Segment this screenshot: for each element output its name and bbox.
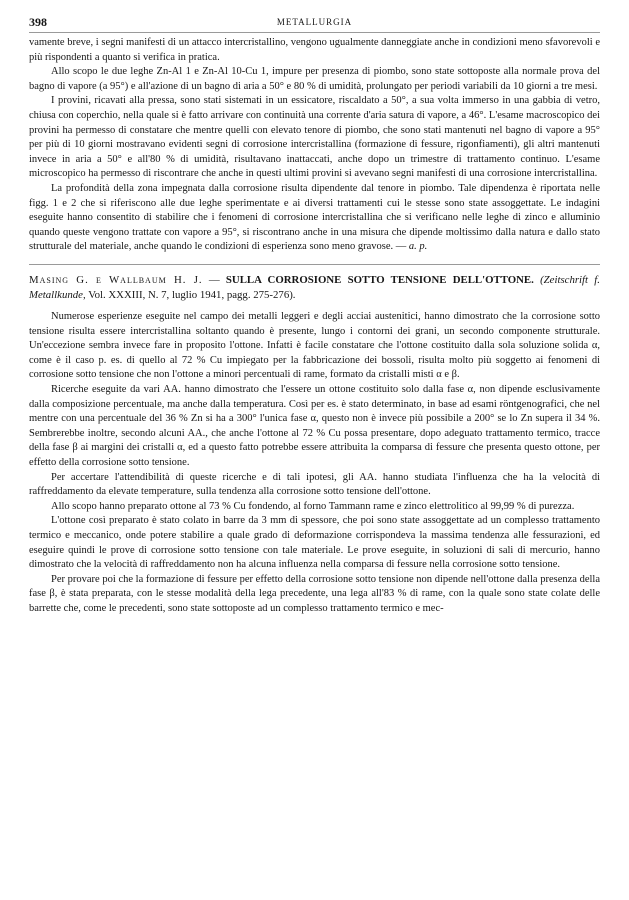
author-signature: a. p. [408,241,428,253]
article-paragraph: Numerose esperienze eseguite nel campo dei metalli leggeri e degli acciai austenitici, hanno dimostrato che la corrosione sotto tensione risulta essere intercristallina soltanto quando è presente, lungo i contorni dei grani, un secondo componente strutturale. Un'eccezione sembra invece fare in proposito l'ottone. Infatti è facile constatare che l'ottone costituito dalla sola soluzione solida α, come è il caso p. es. di quello al 72 % Cu impiegato per la fabbricazione dei bossoli, risulta molto più soggetto ai fenomeni di corrosione sotto tensione che non l'ottone a minori percentuali di rame, formato da cristalli misti α e β. [29,311,600,381]
article-paragraph: vamente breve, i segni manifesti di un attacco intercristallino, vengono ugualmente danneggiate anche in condizioni meno sfavorevoli e più rispondenti a quanto si verifica in pratica. [29,37,600,63]
article-paragraph: Allo scopo le due leghe Zn-Al 1 e Zn-Al 10-Cu 1, impure per presenza di piombo, sono state sottoposte alla normale prova del bagno di vapore (a 95°) e all'azione di un bagno di aria a 50° e 80 % di umidità, prolungato per periodi variabili da 10 giorni a tre mesi. [29,66,600,92]
article-paragraph: Per provare poi che la formazione di fessure per effetto della corrosione sotto tensione non dipende nell'ottone dalla presenza della fase β, è stata preparata, con le stesse modalità della lega precedente, una lega all'83 % di rame, con la quale sono state colate delle barrette che, come le precedenti, sono state sottoposte ad un complesso trattamento termico e mec- [29,573,600,614]
article-paragraph: Allo scopo hanno preparato ottone al 73 % Cu fondendo, al forno Tammann rame e zinco elettrolitico al 99,99 % di purezza. [51,500,575,512]
article-authors: Masing G. e Wallbaum H. J. [29,273,203,286]
page-header [29,14,600,33]
article-paragraph: Ricerche eseguite da vari AA. hanno dimostrato che l'essere un ottone costituito solo dalla fase α, non dipende esclusivamente dalla composizione percentuale, ma anche dalla temperatura. Così per es. è stato determinato, in base ad esami röntgenografici, che nel mentre con una percentuale del 36 % Zn si ha a 300° l'unica fase α, questo non è invece più possibile a 200° se lo Zn supera il 34 %. Sembrerebbe inoltre, secondo alcuni AA., che anche l'ottone al 72 % Cu possa presentare, dopo adeguato trattamento termico, tracce della fase β ai margini dei cristalli α, ed a questo fatto potrebbe essere attribuita la comparsa di fessure che presenta questo ottone, per effetto della corrosione sotto tensione. [29,384,600,469]
page-body [29,36,600,617]
first-article-continuation [29,36,600,255]
article-paragraph-text: La profondità della zona impegnata dalla corrosione risulta dipendente dal tenore in piombo. Tale dipendenza è riportata nelle figg. 1 e 2 che si riferiscono alle due leghe sperimentate e ai diversi trattamenti cui le stesse sono state assoggettate. Le indagini eseguite hanno consentito di stabilire che i fenomeni di corrosione intercristallina che si verificano nelle leghe di zinco e alluminio quando queste vengono trattate con vapore a 95°, si riscontrano anche in una misura che dipende moltissimo dalla natura e dallo stato strutturale del materiale, anche quando le condizioni di esperienza sono meno gravose. [29,182,600,253]
article-paragraph: I provini, ricavati alla pressa, sono stati sistemati in un essicatore, riscaldato a 50°, a sua volta immerso in una gabbia di vetro, chiusa con coperchio, nella quale si è fatto arrivare con continuità una corrente d'aria satura di vapore, a 46°. L'esame macroscopico dei provini ha permesso di constatare che mentre quelli con elevato tenore di piombo, che sono stati mantenuti nel bagno di vapore a 95° per più di 10 giorni mostravano evidenti segni di corrosione intercristallina (formazione di fessure, rigonfiamenti), gli altri mantenuti invece in aria a 50° e all'80 % di umidità, risultavano inattaccati, anche dopo un trimestre di trattamento continuo. L'esame microscopico ha permesso di riscontrare che anche in questi ultimi provini si avevano segni manifesti di una corrosione intercristallina. [29,95,600,180]
journal-citation: Vol. XXXIII, N. 7, luglio 1941, pagg. 275-276). [88,288,296,301]
page-number: 398 [29,15,47,29]
article-paragraph: L'ottone così preparato è stato colato in barre da 3 mm di spessore, che poi sono state assoggettate ad un complesso trattamento termico e meccanico, onde potere stabilire a quale grado di deformazione corrispondeva la massima tendenza alle fessurazioni, ed eseguire quindi le prove di corrosione sotto tensione con tale materiale. Le prove eseguite, in soluzioni di sali di mercurio, hanno dimostrato che la velocità di raffreddamento non ha alcuna influenza nella comparsa di fessure nella corrosione sotto tensione. [29,515,600,571]
article-title: SULLA CORROSIONE SOTTO TENSIONE DELL'OTTONE. [225,273,534,286]
section-divider [29,264,600,265]
second-article [29,273,600,617]
journal-name: (Zeitschrift f. Metallkunde, [29,273,600,301]
article-paragraph: Per accertare l'attendibilità di queste ricerche e di tali ipotesi, gli AA. hanno studiata l'influenza che ha la velocità di raffreddamento da elevate temperature, sulla tendenza alla corrosione sotto tensione dell'ottone. [29,471,600,498]
article-paragraph: La profondità della zona impegnata dalla corrosione risulta dipendente dal tenore in piombo. Tale dipendenza è riportata nelle figg. 1 e 2 che si riferiscono alle due leghe sperimentate e ai diversi trattamenti cui le stesse sono state assoggettate. Le indagini eseguite hanno consentito di stabilire che i fenomeni di corrosione intercristallina che si verificano nelle leghe di zinco e alluminio quando queste vengono trattate con vapore a 95°, si riscontrano anche in una misura che dipende moltissimo dalla natura e dallo stato strutturale del materiale, anche quando le condizioni di esperienza sono meno gravose. — a. p. [29,182,600,253]
article-reference: Masing G. e Wallbaum H. J. — SULLA CORROSIONE SOTTO TENSIONE DELL'OTTONE. (Zeitschrift f. Metallkunde, Vol. XXXIII, N. 7, luglio 1941, pagg. 275-276). [29,273,600,301]
running-head: METALLURGIA [276,17,353,27]
